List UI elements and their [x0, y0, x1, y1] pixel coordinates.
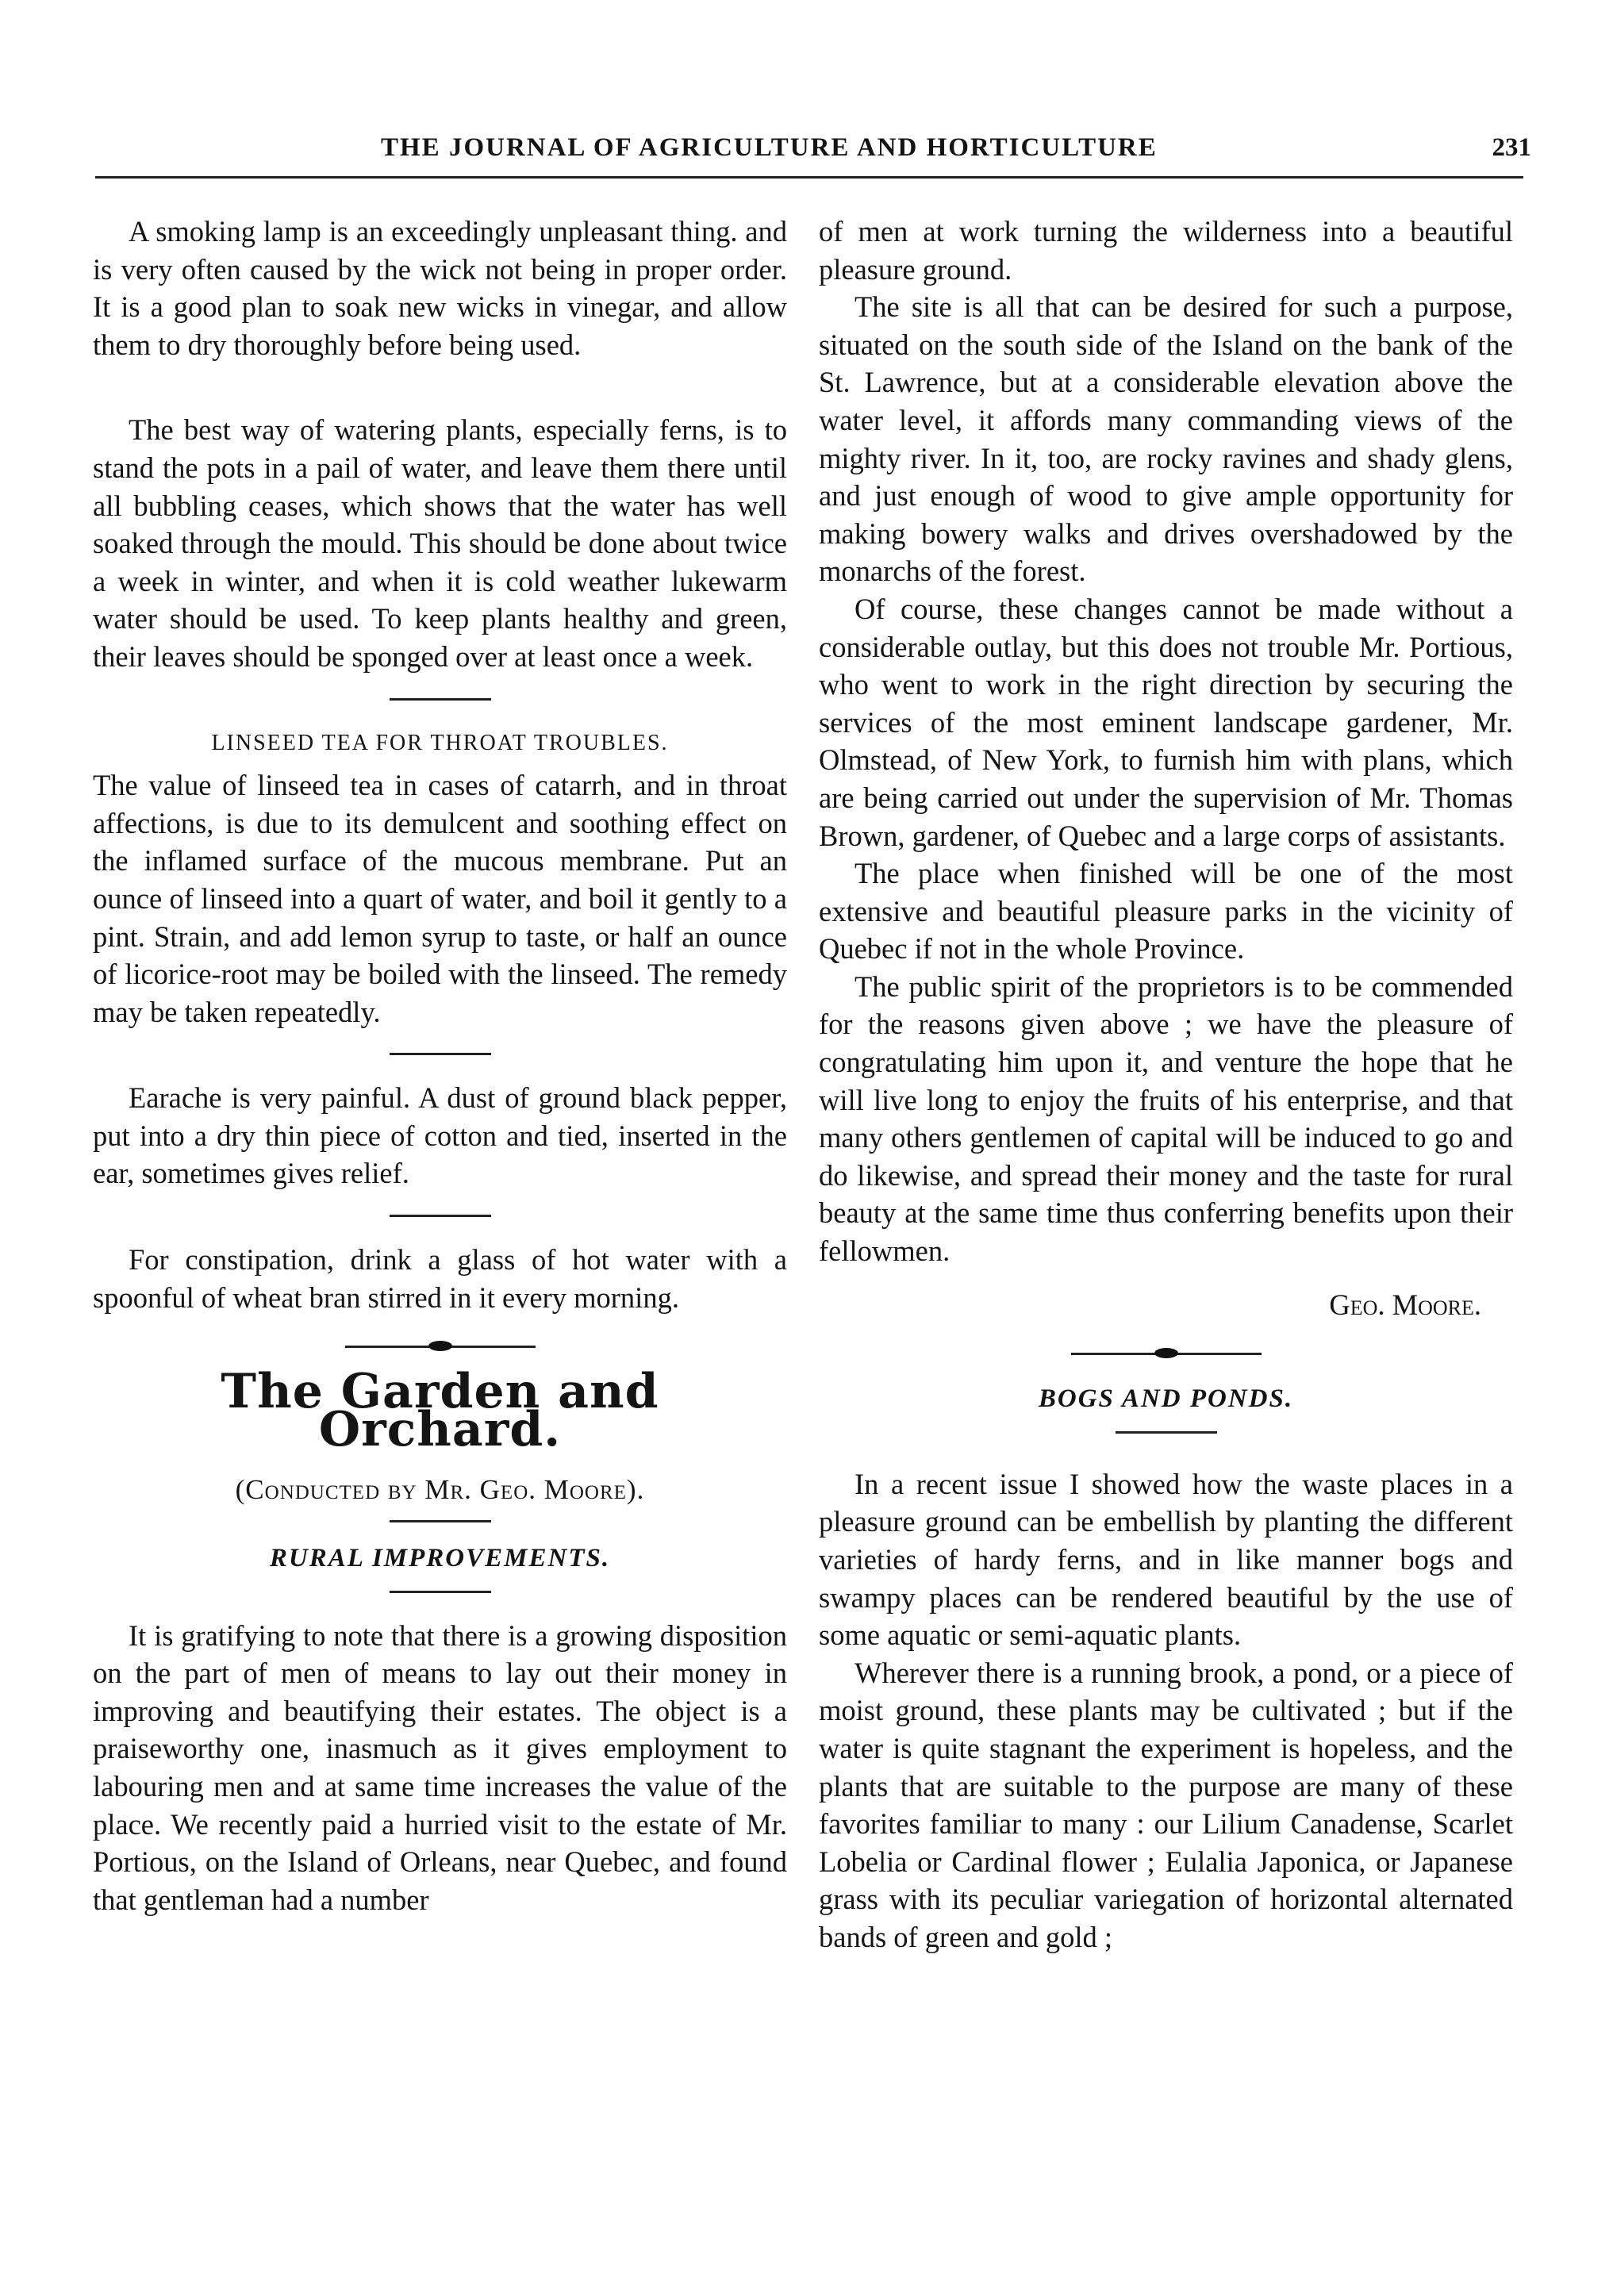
journal-title: THE JOURNAL OF AGRICULTURE AND HORTICULTURE	[381, 133, 1158, 162]
ornamental-divider	[345, 1343, 536, 1350]
rural-improvements-title: RURAL IMPROVEMENTS.	[269, 1544, 611, 1573]
bogs-ponds-title: BOGS AND PONDS.	[1038, 1384, 1294, 1414]
section-divider	[390, 1520, 491, 1522]
section-divider	[390, 698, 491, 701]
paragraph-smoking-lamp: A smoking lamp is an exceedingly unpleasant thing. and is very often caused by the wick not being in proper order. It is a good plan to soak new wicks in vinegar, and allow them to dry thoroughly before being used.	[93, 215, 787, 361]
paragraph-rural-improvements: It is gratifying to note that there is a growing disposition on the part of men of means to lay out their money in improving and beautifying their estates. The object is a praiseworthy one, inasmuch as it gives employment to labouring men and at same time increases the value of the place. We recently paid a hurried visit to the estate of Mr. Portious, on the Island of Orleans, near Quebec, and found that gentleman had a number	[93, 1618, 787, 1916]
paragraph-public-spirit: The public spirit of the proprietors is to be commended for the reasons given above ; we have the pleasure of congratulating him upon it, and venture the hope that he will live long to enjoy the fruits of his enterprise, and that many others gentlemen of capital will be induced to go and do likewise, and spread their money and the taste for rural beauty at the same time thus conferring benefits upon their fellowmen.	[819, 969, 1513, 1268]
paragraph-site: The site is all that can be desired for such a purpose, situated on the south side of the Island on the bank of the St. Lawrence, but at a considerable elevation above the water level, it affords many commanding views of the mighty river. In it, too, are rocky ravines and shady glens, and just enough of wood to give ample opportunity for making bowery walks and drives overshadowed by the monarchs of the forest.	[819, 290, 1513, 588]
page-number: 231	[1492, 133, 1531, 162]
paragraph-watering-plants: The best way of watering plants, especially ferns, is to stand the pots in a pail of water, and leave them there until all bubbling ceases, which shows that the water has well soaked through the mould. This should be done about twice a week in winter, and when it is cold weather lukewarm water should be used. To keep plants healthy and green, their leaves should be sponged over at least once a week.	[93, 413, 787, 673]
section-divider	[390, 1591, 491, 1593]
paragraph-place: The place when finished will be one of the most extensive and beautiful pleasure parks in the vicinity of Quebec if not in the whole Province.	[819, 857, 1513, 966]
paragraph-of-course: Of course, these changes cannot be made without a considerable outlay, but this does not trouble Mr. Portious, who went to work in the right direction by securing the services of the most eminent landscape gardener, Mr. Olmstead, of New York, to furnish him with plans, which are being carried out under the supervision of Mr. Thomas Brown, gardener, of Quebec and a large corps of assistants.	[819, 592, 1513, 852]
paragraph-constipation: For constipation, drink a glass of hot water with a spoonful of wheat bran stirred in it every morning.	[93, 1243, 787, 1314]
ornamental-divider	[1071, 1350, 1262, 1357]
section-divider	[390, 1053, 491, 1055]
paragraph-bogs: In a recent issue I showed how the waste places in a pleasure ground can be embellish by planting the different varieties of hardy ferns, and in like manner bogs and swampy places can be rendered beautiful by the use of some aquatic or semi-aquatic plants.	[819, 1467, 1513, 1652]
paragraph-linseed-tea: The value of linseed tea in cases of catarrh, and in throat affections, is due to its demulcent and soothing effect on the inflamed surface of the mucous membrane. Put an ounce of linseed into a quart of water, and boil it gently to a pint. Strain, and add lemon syrup to taste, or half an ounce of licorice-root may be boiled with the linseed. The remedy may be taken repeatedly.	[93, 769, 787, 1028]
right-column	[819, 213, 1513, 1956]
paragraph-continuation: of men at work turning the wilderness into a beautiful pleasure ground.	[819, 215, 1513, 286]
paragraph-earache: Earache is very painful. A dust of ground black pepper, put into a dry thin piece of cotton and tied, inserted in the ear, sometimes gives relief.	[93, 1081, 787, 1190]
header-rule	[95, 176, 1523, 179]
section-divider	[390, 1215, 491, 1217]
running-head	[79, 133, 1531, 173]
paragraph-wherever: Wherever there is a running brook, a pond, or a piece of moist ground, these plants may be cultivated ; but if the water is quite stagnant the experiment is hopeless, and the plants that are suitable to the purpose are many of these favorites familiar to many : our Lilium Canadense, Scarlet Lobelia or Cardinal flower ; Eulalia Japonica, or Japanese grass with its peculiar variegation of horizontal alternated bands of green and gold ;	[819, 1656, 1513, 1953]
conducted-by-line: (Conducted by Mr. Geo. Moore).	[235, 1474, 645, 1506]
garden-orchard-title: The Garden and Orchard.	[221, 1364, 659, 1457]
section-divider	[1116, 1431, 1217, 1434]
linseed-heading: LINSEED TEA FOR THROAT TROUBLES.	[211, 730, 669, 755]
author-signature: Geo. Moore.	[1329, 1288, 1481, 1321]
left-column	[93, 213, 787, 1918]
